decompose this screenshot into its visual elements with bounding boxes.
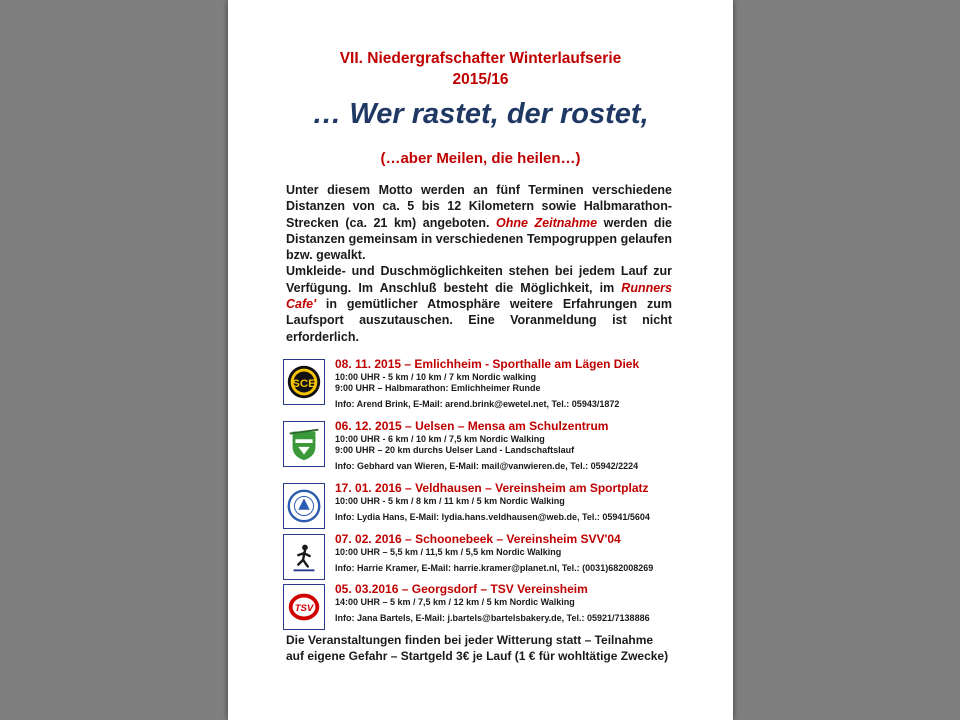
event-info: Info: Gebhard van Wieren, E-Mail: mail@vanwieren.de, Tel.: 05942/2224 bbox=[335, 461, 639, 471]
no-timing-highlight: Ohne Zeitnahme bbox=[496, 215, 598, 230]
intro-text-part: werden die Distanzen gemeinsam in verschiedenen Tempogruppen gelaufen bzw. gewalkt. bbox=[286, 215, 672, 263]
intro-text bbox=[286, 182, 672, 345]
series-title: VII. Niedergrafschafter Winterlaufserie bbox=[339, 50, 622, 67]
runner-icon bbox=[284, 535, 324, 579]
event-title: 08. 11. 2015 – Emlichheim - Sporthalle am Lägen Diek bbox=[335, 357, 640, 371]
intro-text-part: Unter diesem Motto werden an fünf Terminen verschiedene Distanzen von ca. 5 bis 12 Kilometern sowie Halbmarathon-Strecken (ca. 21 km) angeboten. bbox=[286, 183, 672, 230]
event-title: 07. 02. 2016 – Schoonebeek – Vereinsheim SVV'04 bbox=[335, 532, 621, 546]
event-schedule-line: 10:00 UHR - 5 km / 10 km / 7 km Nordic walking bbox=[335, 372, 537, 382]
event-schedule-line: 10:00 UHR - 6 km / 10 km / 7,5 km Nordic Walking bbox=[335, 434, 545, 444]
event-schedule-line: 14:00 UHR – 5 km / 7,5 km / 12 km / 5 km Nordic Walking bbox=[335, 597, 575, 607]
event-schedule-line: 10:00 UHR – 5,5 km / 11,5 km / 5,5 km Nordic Walking bbox=[335, 547, 562, 557]
runners-cafe-highlight: Runners Cafe' bbox=[286, 280, 672, 312]
event-schedule-line: 9:00 UHR – 20 km durchs Uelser Land - Landschaftslauf bbox=[335, 445, 575, 455]
event-veldhausen bbox=[283, 483, 683, 531]
intro-paragraph-1 bbox=[286, 182, 672, 263]
motto-subtitle: (…aber Meilen, die heilen…) bbox=[380, 150, 581, 167]
club-logo-emlichheim bbox=[283, 359, 325, 405]
intro-text-part: in gemütlicher Atmosphäre weitere Erfahrungen zum Laufsport auszutauschen. Eine Voranmeldung ist nicht erforderlich. bbox=[286, 297, 672, 344]
club-logo-schoonebeek bbox=[283, 534, 325, 580]
intro-text-part: Umkleide- und Duschmöglichkeiten stehen bei jedem Lauf zur Verfügung. Im Anschluß besteht die Möglichkeit, im bbox=[286, 264, 672, 295]
intro-paragraph-2 bbox=[286, 263, 672, 344]
sce-logo-icon bbox=[284, 360, 324, 404]
event-uelsen bbox=[283, 421, 683, 469]
event-schedule-line: 9:00 UHR – Halbmarathon: Emlichheimer Runde bbox=[335, 383, 541, 393]
event-schoonebeek bbox=[283, 534, 683, 582]
event-title: 05. 03.2016 – Georgsdorf – TSV Vereinsheim bbox=[335, 582, 588, 596]
club-logo-georgsdorf bbox=[283, 584, 325, 630]
season-year: 2015/16 bbox=[452, 71, 509, 88]
event-georgsdorf bbox=[283, 584, 683, 632]
event-info: Info: Arend Brink, E-Mail: arend.brink@ewetel.net, Tel.: 05943/1872 bbox=[335, 399, 620, 409]
tsv-logo-icon bbox=[284, 585, 324, 629]
footer-line: auf eigene Gefahr – Startgeld 3€ je Lauf (1 € für wohltätige Zwecke) bbox=[286, 648, 669, 663]
flyer-page bbox=[228, 0, 733, 720]
event-title: 17. 01. 2016 – Veldhausen – Vereinsheim am Sportplatz bbox=[335, 481, 649, 495]
tsv-logo-text: TSV bbox=[294, 602, 314, 614]
club-logo-veldhausen bbox=[283, 483, 325, 529]
veldhausen-emblem-icon bbox=[284, 484, 324, 528]
event-info: Info: Jana Bartels, E-Mail: j.bartels@bartelsbakery.de, Tel.: 05921/7138886 bbox=[335, 613, 650, 623]
uelsen-shield-icon bbox=[284, 422, 324, 466]
event-title: 06. 12. 2015 – Uelsen – Mensa am Schulzentrum bbox=[335, 419, 609, 433]
event-emlichheim bbox=[283, 359, 683, 407]
event-schedule-line: 10:00 UHR - 5 km / 8 km / 11 km / 5 km Nordic Walking bbox=[335, 496, 565, 506]
footer-note bbox=[286, 633, 676, 664]
event-info: Info: Lydia Hans, E-Mail: lydia.hans.veldhausen@web.de, Tel.: 05941/5604 bbox=[335, 512, 650, 522]
sce-logo-text: SCE bbox=[292, 377, 316, 390]
event-info: Info: Harrie Kramer, E-Mail: harrie.kramer@planet.nl, Tel.: (0031)682008269 bbox=[335, 563, 654, 573]
club-logo-uelsen bbox=[283, 421, 325, 467]
footer-line: Die Veranstaltungen finden bei jeder Witterung statt – Teilnahme bbox=[286, 633, 654, 647]
motto-heading: … Wer rastet, der rostet, bbox=[312, 98, 649, 130]
